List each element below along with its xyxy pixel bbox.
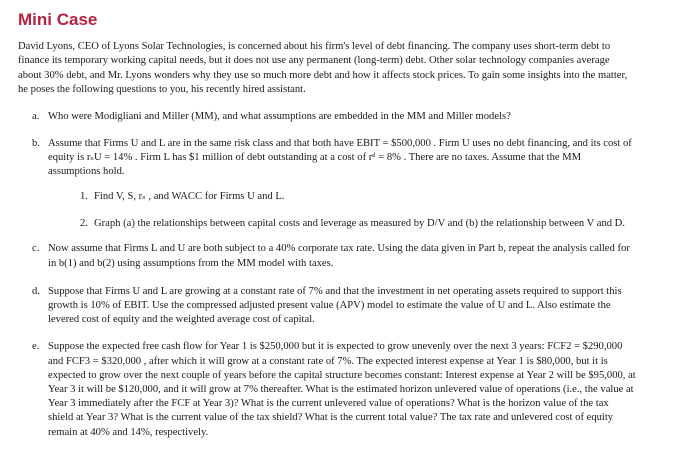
subquestion-number: 1. [80,191,88,203]
question-b-part-1 [80,190,686,204]
question-c [32,242,686,270]
subquestion-text: Find V, S, rₛ , and WACC for Firms U and L. [94,191,285,203]
question-text [48,340,686,439]
question-a [32,110,686,124]
question-line: Suppose the expected free cash flow for Year 1 is $250,000 but it is expected to grow unevenly over the next 3 years: FCF2 = $290,000 [48,341,623,353]
question-text [48,137,686,180]
question-letter: d. [32,285,40,297]
question-letter: a. [32,110,40,122]
intro-line: finance its temporary working capital needs, but it does not use any permanent (long-term) debt. Other solar technology companies average [18,55,610,67]
intro-line: he poses the following questions to you, his recently hired assistant. [18,84,306,96]
question-d [32,285,686,328]
question-text [48,242,686,270]
question-line: expected to grow over the next couple of years before the capital structure becomes constant: Interest expense at Year 2 will be $95,000, at [48,369,636,381]
question-letter: b. [32,137,40,149]
question-letter: c. [32,243,40,255]
question-line: shield at Year 3? What is the current value of the tax shield? What is the current total value? The tax rate and unlevered cost of equity [48,412,614,424]
question-b [32,137,686,180]
question-b-part-2 [80,217,686,231]
intro-line: David Lyons, CEO of Lyons Solar Technologies, is concerned about his firm's level of debt financing. The company uses short-term debt to [18,41,611,52]
question-line: assumptions hold. [48,166,125,178]
page-title: Mini Case [18,10,98,29]
question-text [48,285,686,328]
subquestion-number: 2. [80,218,88,230]
subquestion-text: Graph (a) the relationships between capital costs and leverage as measured by D/V and (b) the relationship between V and D. [94,218,625,230]
question-line: Who were Modigliani and Miller (MM), and what assumptions are embedded in the MM and Miller models? [48,110,511,122]
question-line: Now assume that Firms L and U are both subject to a 40% corporate tax rate. Using the data given in Part b, repeat the analysis called for [48,243,630,255]
question-line: Assume that Firms U and L are in the same risk class and that both have EBIT = $500,000 . Firm U uses no debt financing, and its cost of [48,137,632,149]
question-line: in b(1) and b(2) using assumptions from the MM model with taxes. [48,257,334,269]
question-e [32,340,686,439]
question-line: equity is rₛU = 14% . Firm L has $1 million of debt outstanding at a cost of rᵈ = 8% . There are no taxes. Assume that the MM [48,152,582,164]
question-line: and FCF3 = $320,000 , after which it will grow at a constant rate of 7%. The expected interest expense at Year 1 is $80,000, but it is [48,355,608,367]
intro-line: about 30% debt, and Mr. Lyons wonders why they use so much more debt and how it affects stock prices. To gain some insights into the matter, [18,69,628,81]
question-line: growth is 10% of EBIT. Use the compressed adjusted present value (APV) model to estimate the value of U and L. Also estimate the [48,300,611,312]
intro-paragraph [18,40,686,98]
question-letter: e. [32,341,40,353]
question-line: Year 3 it will be $120,000, and it will grow at 7% thereafter. What is the estimated horizon unlevered value of operations (i.e., the value at [48,384,634,396]
question-line: Year 3 immediately after the FCF at Year 3)? What is the current unlevered value of operations? What is the horizon value of the tax [48,398,609,410]
question-text [48,110,686,124]
question-line: remain at 40% and 14%, respectively. [48,426,209,438]
question-line: levered cost of equity and the weighted average cost of capital. [48,314,315,326]
question-line: Suppose that Firms U and L are growing at a constant rate of 7% and that the investment in net operating assets required to support this [48,285,622,297]
